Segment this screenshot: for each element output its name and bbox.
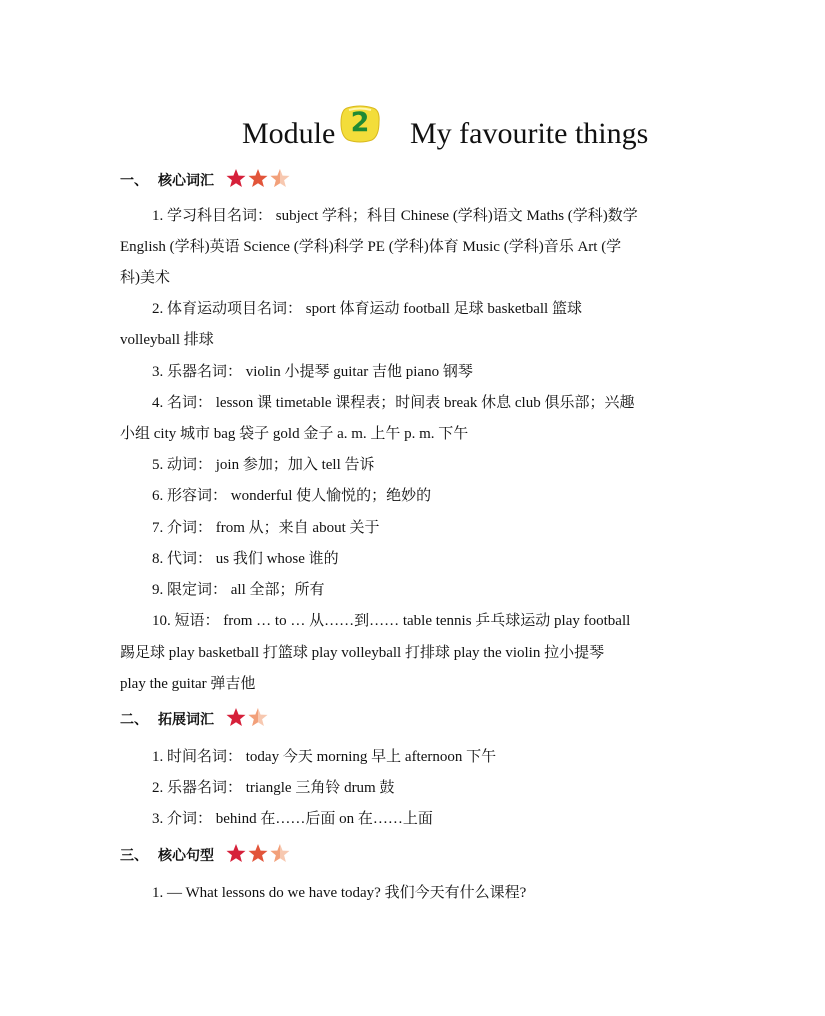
text-line: volleyball 排球: [120, 332, 214, 348]
section-title: 核心句型: [158, 848, 214, 864]
module-word: Module: [242, 117, 336, 150]
section-title: 核心词汇: [158, 173, 214, 189]
section-number: 一、: [120, 173, 148, 189]
difficulty-stars-icon: [226, 168, 290, 190]
text-line: play the guitar 弹吉他: [120, 676, 256, 692]
text-line: 4. 名词： lesson 课 timetable 课程表；时间表 break 休息 club 俱乐部；兴趣: [152, 395, 635, 411]
module-number: 2: [350, 107, 370, 138]
text-line: 2. 体育运动项目名词： sport 体育运动 football 足球 basketball 篮球: [152, 301, 582, 317]
text-line: 踢足球 play basketball 打篮球 play volleyball 打排球 play the violin 拉小提琴: [120, 645, 605, 661]
text-line: 9. 限定词： all 全部；所有: [152, 582, 325, 598]
section-title: 拓展词汇: [158, 712, 214, 728]
text-line: 1. — What lessons do we have today? 我们今天有什么课程?: [152, 885, 527, 901]
text-line: 3. 乐器名词： violin 小提琴 guitar 吉他 piano 钢琴: [152, 364, 473, 380]
text-line: 8. 代词： us 我们 whose 谁的: [152, 551, 339, 567]
text-line: 5. 动词： join 参加；加入 tell 告诉: [152, 457, 375, 473]
section-number: 三、: [120, 848, 148, 864]
section-heading-core-sentences: [120, 843, 290, 869]
section-heading-core-vocab: [120, 168, 290, 194]
section-heading-ext-vocab: [120, 707, 268, 733]
difficulty-stars-icon: [226, 707, 268, 729]
text-line: 7. 介词： from 从；来自 about 关于: [152, 520, 380, 536]
text-line: 3. 介词： behind 在……后面 on 在……上面: [152, 811, 433, 827]
module-number-badge-icon: [339, 104, 381, 144]
difficulty-stars-icon: [226, 843, 290, 865]
text-line: 1. 学习科目名词： subject 学科；科目 Chinese (学科)语文 Maths (学科)数学: [152, 208, 638, 224]
module-name: My favourite things: [410, 117, 649, 150]
text-line: 10. 短语： from … to … 从……到…… table tennis 乒乓球运动 play football: [152, 613, 631, 629]
module-title: [0, 104, 825, 160]
text-line: 6. 形容词： wonderful 使人愉悦的；绝妙的: [152, 488, 432, 504]
text-line: 小组 city 城市 bag 袋子 gold 金子 a. m. 上午 p. m. 下午: [120, 426, 469, 442]
text-line: 科)美术: [120, 270, 170, 286]
text-line: 2. 乐器名词： triangle 三角铃 drum 鼓: [152, 780, 395, 796]
text-line: English (学科)英语 Science (学科)科学 PE (学科)体育 Music (学科)音乐 Art (学: [120, 239, 622, 255]
section-number: 二、: [120, 712, 148, 728]
text-line: 1. 时间名词： today 今天 morning 早上 afternoon 下午: [152, 749, 497, 765]
